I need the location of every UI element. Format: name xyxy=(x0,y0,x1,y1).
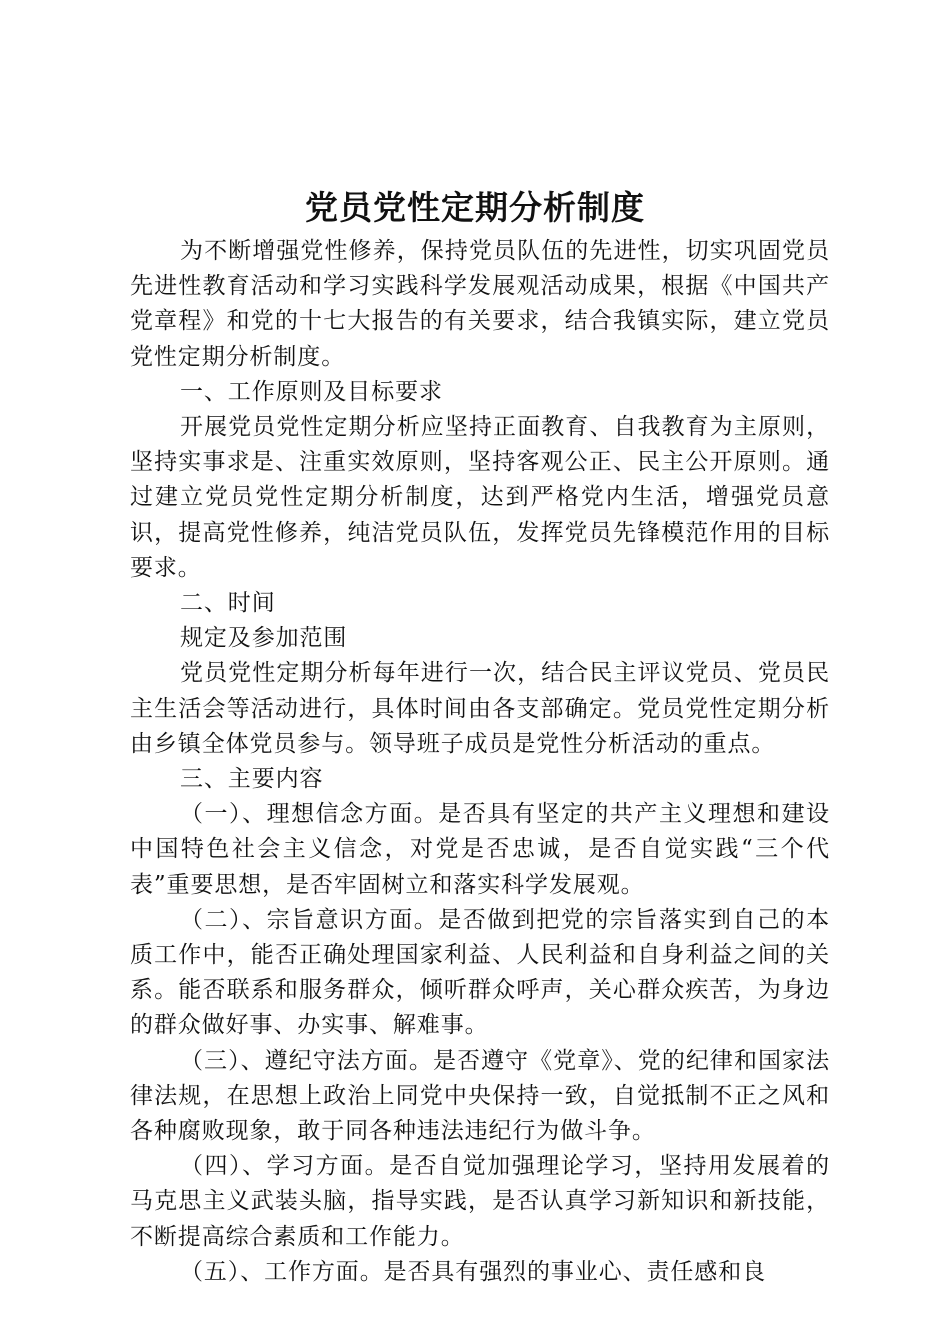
document-body xyxy=(130,234,830,1290)
principles-paragraph: 开展党员党性定期分析应坚持正面教育、自我教育为主原则，坚持实事求是、注重实效原则，坚持客观公正、民主公开原则。通过建立党员党性定期分析制度，达到严格党内生活，增强党员意识，提高党性修养，纯洁党员队伍，发挥党员先锋模范作用的目标要求。 xyxy=(130,414,830,581)
content-item-work: （五）、工作方面。是否具有强烈的事业心、责任感和良 xyxy=(180,1258,766,1285)
intro-paragraph: 为不断增强党性修养，保持党员队伍的先进性，切实巩固党员先进性教育活动和学习实践科学发展观活动成果，根据《中国共产党章程》和党的十七大报告的有关要求，结合我镇实际，建立党员党性定期分析制度。 xyxy=(130,238,830,370)
content-item-purpose: （二）、宗旨意识方面。是否做到把党的宗旨落实到自己的本质工作中，能否正确处理国家利益、人民利益和自身利益之间的关系。能否联系和服务群众，倾听群众呼声，关心群众疾苦，为身边的群众做好事、办实事、解难事。 xyxy=(130,906,830,1039)
section-heading-time: 二、时间 xyxy=(180,590,276,617)
section-heading-content: 三、主要内容 xyxy=(180,766,324,793)
content-item-discipline: （三）、遵纪守法方面。是否遵守《党章》、党的纪律和国家法律法规，在思想上政治上同党中央保持一致，自觉抵制不正之风和各种腐败现象，敢于同各种违法违纪行为做斗争。 xyxy=(130,1047,830,1145)
content-item-study: （四）、学习方面。是否自觉加强理论学习，坚持用发展着的马克思主义武装头脑，指导实践，是否认真学习新知识和新技能，不断提高综合素质和工作能力。 xyxy=(130,1153,830,1250)
section-heading-principles: 一、工作原则及目标要求 xyxy=(180,378,443,405)
document-title: 党员党性定期分析制度 xyxy=(305,188,645,227)
content-item-ideals: （一）、理想信念方面。是否具有坚定的共产主义理想和建设中国特色社会主义信念，对党是否忠诚，是否自觉实践“三个代表”重要思想，是否牢固树立和落实科学发展观。 xyxy=(130,801,830,898)
section-subheading-scope: 规定及参加范围 xyxy=(180,625,348,652)
time-scope-paragraph: 党员党性定期分析每年进行一次，结合民主评议党员、党员民主生活会等活动进行，具体时间由各支部确定。党员党性定期分析由乡镇全体党员参与。领导班子成员是党性分析活动的重点。 xyxy=(130,660,830,757)
